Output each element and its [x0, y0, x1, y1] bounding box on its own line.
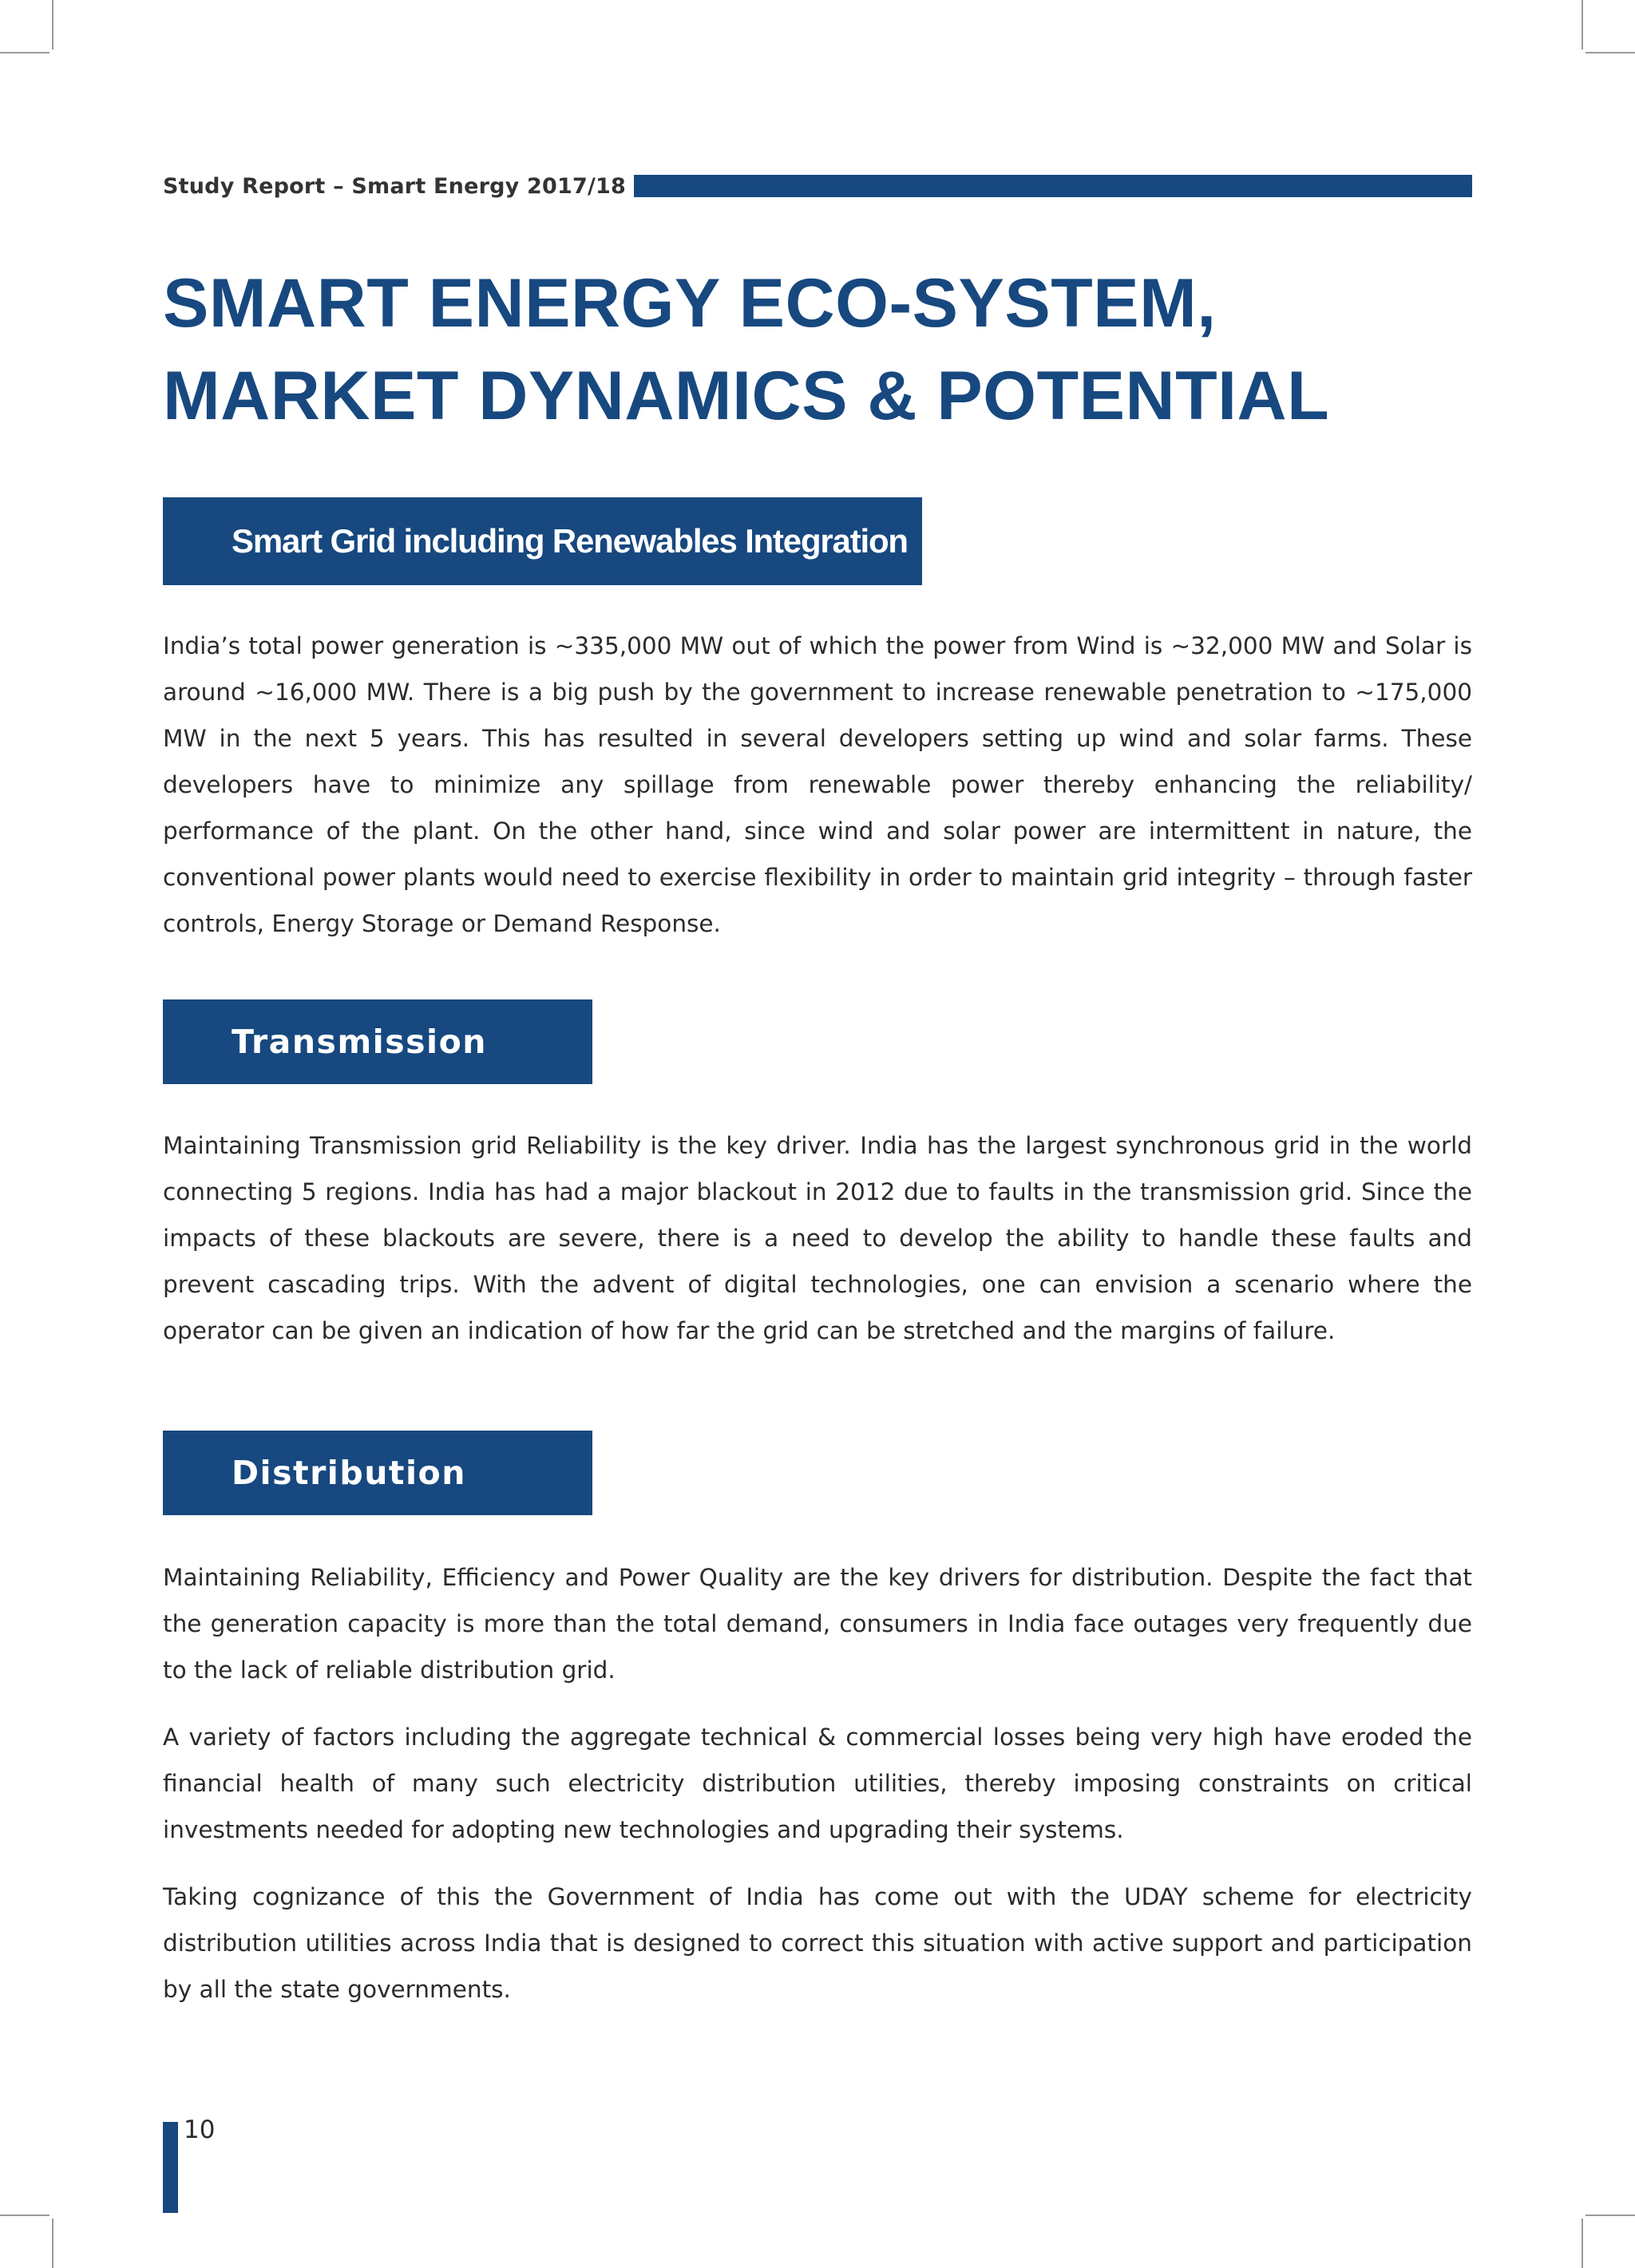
crop-mark — [0, 2215, 49, 2216]
paragraph-distribution-1: Maintaining Reliability, Efficiency and Power Quality are the key drivers for distribution. Despite the fact that the generation capacity is more than the total demand, consumers in India face outages very frequently due to the lack of reliable distribution grid. — [163, 1564, 1472, 1684]
running-header — [163, 172, 1472, 200]
section-heading-distribution — [163, 1431, 592, 1515]
crop-mark — [1582, 0, 1583, 49]
page-number: 10 — [184, 2116, 216, 2144]
crop-mark — [52, 0, 53, 49]
paragraph-transmission: Maintaining Transmission grid Reliability is the key driver. India has the largest synchronous grid in the world connecting 5 regions. India has had a major blackout in 2012 due to faults in the transmission grid. Since the impacts of these blackouts are severe, there is a need to develop the ability to handle these faults and prevent cascading trips. With the advent of digital technologies, one can envision a scenario where the operator can be given an indication of how far the grid can be stretched and the margins of failure. — [163, 1132, 1472, 1344]
paragraph-smart-grid: India’s total power generation is ~335,000 MW out of which the power from Wind is ~32,000 MW and Solar is around ~16,000 MW. There is a big push by the government to increase renewable penetration to ~175,000 MW in the next 5 years. This has resulted in several developers setting up wind and solar farms. These developers have to minimize any spillage from renewable power thereby enhancing the reliability/ performance of the plant. On the other hand, since wind and solar power are intermittent in nature, the conventional power plants would need to exercise flexibility in order to maintain grid integrity – through faster controls, Energy Storage or Demand Response. — [163, 632, 1472, 937]
crop-mark — [1586, 2215, 1635, 2216]
section-heading-text: Transmission — [232, 1023, 487, 1061]
section-heading-text: Distribution — [232, 1454, 466, 1492]
crop-mark — [0, 52, 49, 53]
section-heading-transmission — [163, 999, 592, 1084]
crop-mark — [52, 2219, 53, 2268]
page-title: SMART ENERGY ECO-SYSTEM, MARKET DYNAMICS & POTENTIAL — [163, 265, 1330, 434]
paragraph-distribution-2: A variety of factors including the aggregate technical & commercial losses being very high have eroded the financial health of many such electricity distribution utilities, thereby imposing constraints on critical investments needed for adopting new technologies and upgrading their systems. — [163, 1724, 1472, 1843]
crop-mark — [1582, 2219, 1583, 2268]
paragraph-distribution-3: Taking cognizance of this the Government of India has come out with the UDAY scheme for electricity distribution utilities across India that is designed to correct this situation with active support and participation by all the state governments. — [163, 1883, 1472, 2003]
report-label: Study Report – Smart Energy 2017/18 — [163, 173, 627, 199]
section-heading-smart-grid — [163, 497, 922, 585]
crop-mark — [1586, 52, 1635, 53]
header-accent-bar — [634, 175, 1472, 197]
page-marker-bar — [163, 2122, 178, 2213]
section-heading-text: Smart Grid including Renewables Integration — [232, 522, 908, 560]
